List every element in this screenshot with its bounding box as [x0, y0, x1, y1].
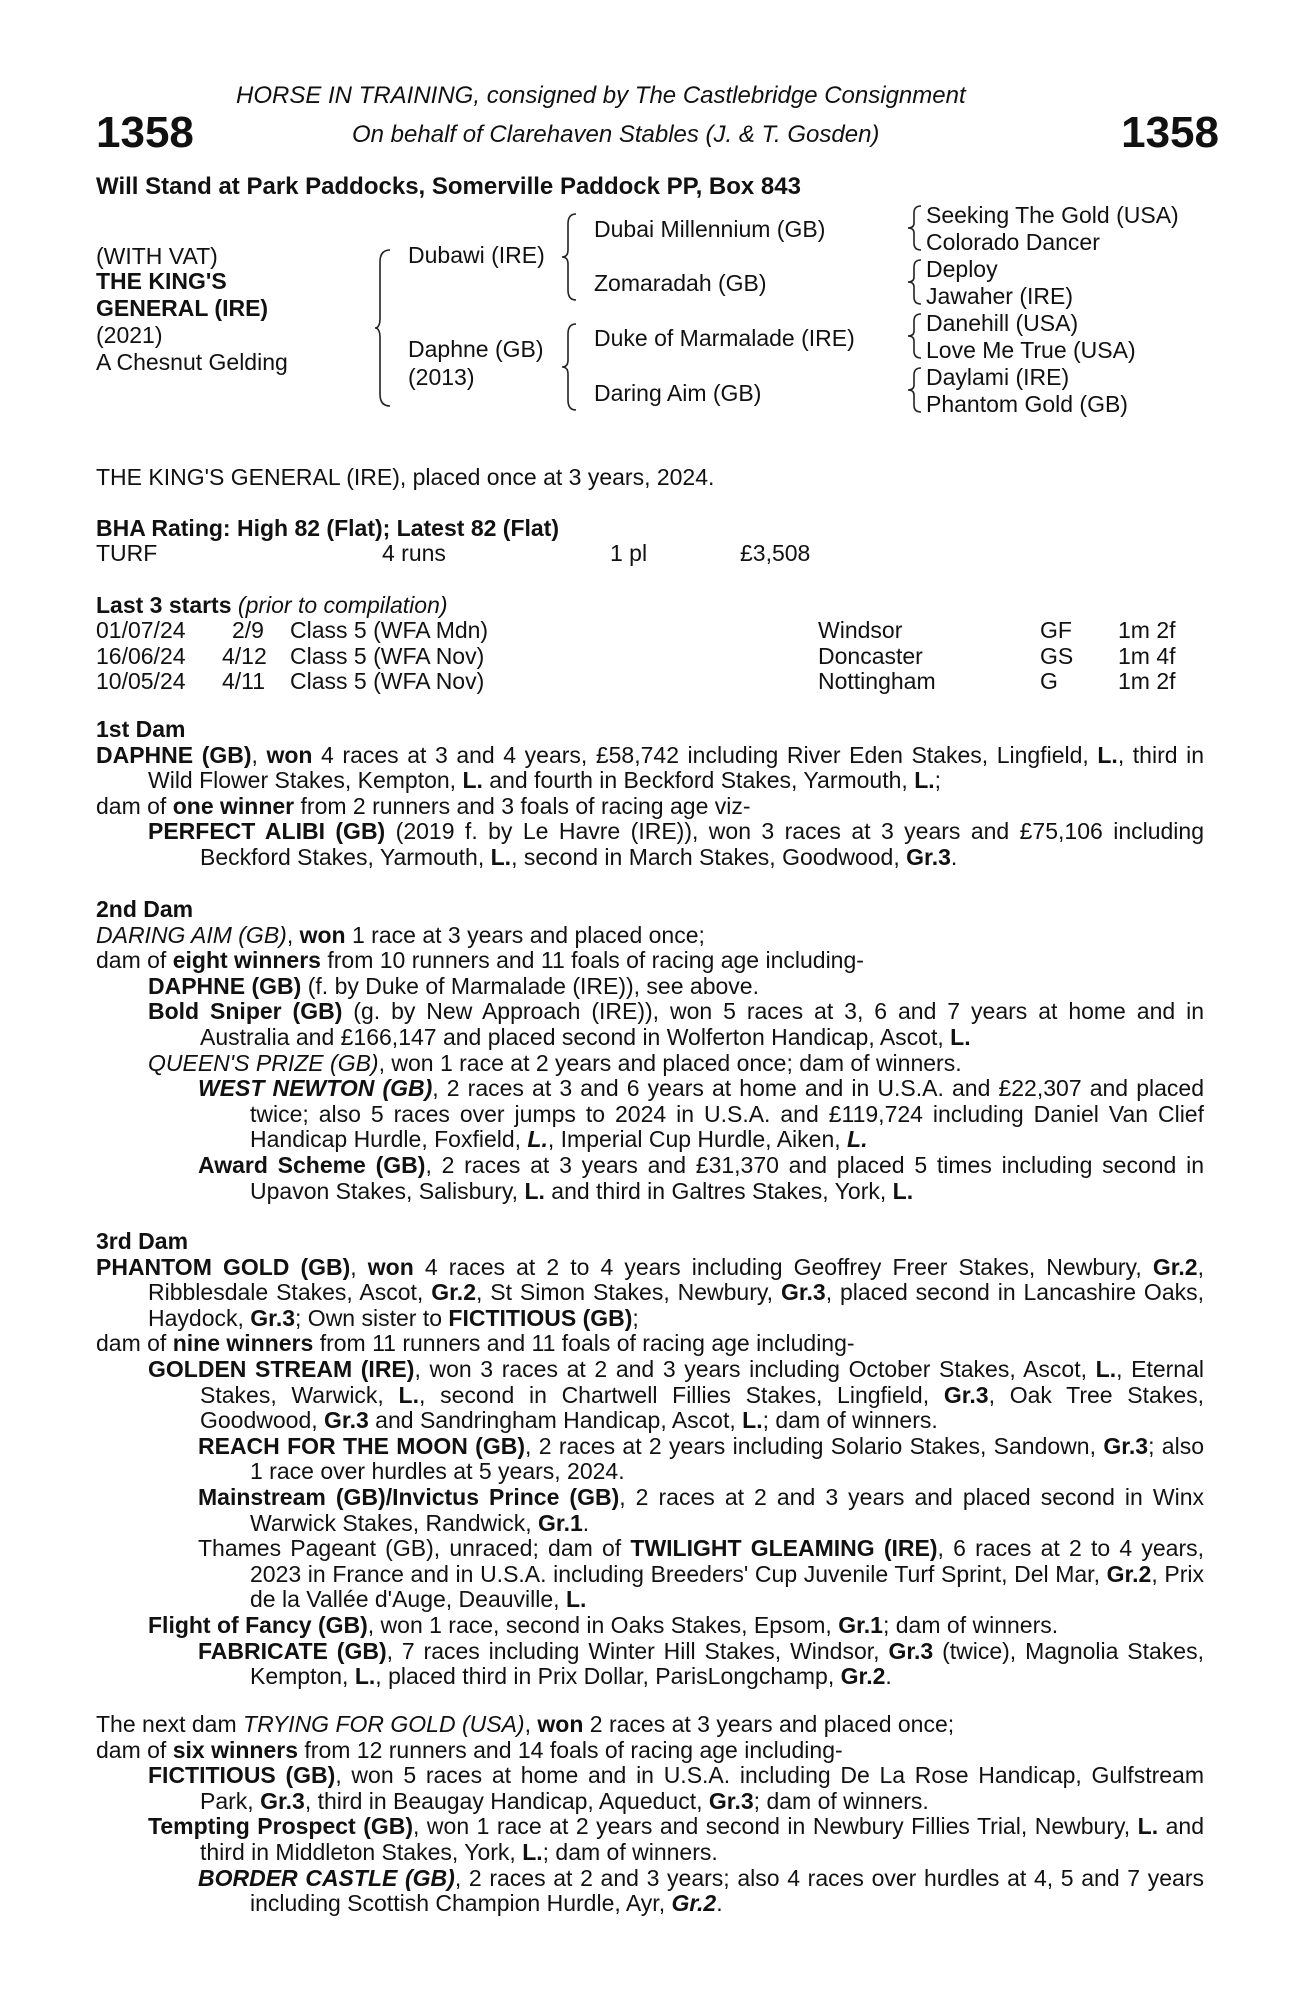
dam: Daphne (GB): [408, 336, 544, 362]
dam-name: TRYING FOR GOLD (USA): [243, 1711, 525, 1737]
lot-number-right: 1358: [1121, 108, 1219, 157]
winners-count: nine winners: [172, 1330, 314, 1357]
horse-year: (2021): [96, 322, 163, 348]
dam-year: (2013): [408, 364, 475, 390]
listed-label: L.: [462, 767, 483, 794]
sire-brace: [560, 212, 580, 302]
sibling-name: FICTITIOUS (GB): [448, 1304, 633, 1331]
group-label: Gr.2: [840, 1663, 886, 1690]
record-text: ; dam of winners.: [753, 1787, 929, 1814]
group-label: Gr.3: [708, 1787, 754, 1814]
record-text: .: [582, 1509, 590, 1536]
record-text: , 2 races at 3 and 6 years at home and in U.S.A. and £22,307 and placed twice; also 5 races over jumps to 2024 in U.S.A. and £119,724 including Daniel Van Clief Handicap Hurdle, Foxfield,: [250, 1075, 1204, 1153]
listed-label: L.: [847, 1126, 868, 1153]
second-dam-record: [96, 923, 1204, 949]
sire-sire: Dubai Millennium (GB): [594, 216, 826, 242]
next-dam-produce: [96, 1738, 1204, 1764]
gg-6: Love Me True (USA): [926, 337, 1136, 363]
group-label: Gr.3: [780, 1279, 826, 1306]
start-pos: 2/9: [232, 617, 264, 643]
dam-name: PHANTOM GOLD (GB): [96, 1253, 351, 1280]
listed-label: L.: [742, 1407, 763, 1434]
produce-text: from 10 runners and 11 foals of racing age including-: [320, 947, 864, 974]
group-label: Gr.3: [906, 843, 951, 870]
third-dam-produce: [96, 1331, 1204, 1357]
group-label: Gr.3: [250, 1304, 296, 1331]
start-row: [96, 668, 186, 695]
record-text: , 2 races at 2 and 3 years and placed second in Winx Warwick Stakes, Randwick,: [250, 1483, 1204, 1536]
start-race: Class 5 (WFA Nov): [290, 643, 485, 669]
record-text: , 2 races at 3 years and £31,370 and placed 5 times including second in Upavon Stakes, Salisbury,: [250, 1151, 1204, 1204]
produce-text: from 12 runners and 14 foals of racing age including-: [298, 1736, 843, 1763]
record-text: , 2 races at 2 years including Solario Stakes, Sandown,: [525, 1432, 1104, 1459]
record-text: (twice), Magnolia Stakes, Kempton,: [250, 1637, 1204, 1690]
start-course: Windsor: [818, 617, 903, 643]
start-race: Class 5 (WFA Mdn): [290, 617, 489, 643]
record-text: , won 1 race at 2 years and placed once; dam of winners.: [378, 1049, 962, 1076]
first-dam-record: DAPHNE (GB), won 4 races at 3 and 4 years, £58,742 including River Eden Stakes, Lingfield, L., third in Wild Flower Stakes, Kempton, L. and fourth in Beckford Stakes, Yarmouth, L.;: [96, 741, 1204, 794]
third-dam-heading: 3rd Dam: [96, 1228, 189, 1254]
progeny-entry: [198, 1076, 1204, 1153]
summary: THE KING'S GENERAL (IRE), placed once at 3 years, 2024.: [96, 464, 715, 490]
won-label: won: [299, 921, 346, 948]
rating-earnings: £3,508: [740, 540, 811, 566]
record-text: (2019 f. by Le Havre (IRE)), won 3 races at 3 years and £75,106 including Beckford Stakes, Yarmouth,: [200, 818, 1205, 870]
rating-runs: 4 runs: [382, 540, 446, 566]
listed-label: L.: [522, 1838, 543, 1865]
consignment-line: HORSE IN TRAINING, consigned by The Castlebridge Consignment: [236, 82, 966, 109]
record-text: and Sandringham Handicap, Ascot,: [368, 1407, 743, 1434]
record-text: , placed third in Prix Dollar, ParisLongchamp,: [375, 1663, 841, 1690]
progeny-name: Flight of Fancy (GB): [148, 1611, 368, 1638]
produce-text: dam of: [96, 792, 173, 819]
record-text: , won 1 race at 2 years and second in Newbury Fillies Trial, Newbury,: [413, 1813, 1138, 1840]
listed-label: L.: [914, 767, 935, 794]
record-text: ,: [350, 1253, 368, 1280]
on-behalf-line: On behalf of Clarehaven Stables (J. & T. Gosden): [352, 121, 880, 148]
group-label: Gr.1: [838, 1611, 883, 1638]
progeny-name: TWILIGHT GLEAMING (IRE): [630, 1535, 938, 1562]
second-dam-section: [96, 897, 1204, 1204]
last-starts-heading-row: [96, 592, 448, 619]
progeny-name: Award Scheme (GB): [198, 1151, 426, 1178]
record-text: ; dam of winners.: [542, 1838, 718, 1865]
produce-text: dam of: [96, 1330, 173, 1357]
winners-count: six winners: [172, 1736, 298, 1763]
dam-name: DARING AIM (GB): [96, 921, 287, 948]
gg-1: Seeking The Gold (USA): [926, 202, 1179, 228]
first-dam-produce: [96, 794, 1204, 820]
record-text: Thames Pageant (GB), unraced; dam of: [198, 1535, 631, 1562]
rating-placed: 1 pl: [610, 540, 648, 566]
record-text: ,: [524, 1711, 538, 1737]
dam-sire: Duke of Marmalade (IRE): [594, 325, 855, 351]
listed-label: L.: [527, 1126, 548, 1153]
record-text: , second in March Stakes, Goodwood,: [511, 843, 907, 870]
produce-text: from 2 runners and 3 foals of racing age viz-: [294, 792, 751, 819]
progeny-entry: [198, 1536, 1204, 1613]
record-text: and fourth in Beckford Stakes, Yarmouth,: [482, 767, 915, 794]
record-text: and third in Galtres Stakes, York,: [544, 1177, 893, 1204]
progeny-entry: [198, 1434, 1204, 1485]
record-text: , 7 races including Winter Hill Stakes, Windsor,: [386, 1637, 889, 1664]
record-text: 4 races at 3 and 4 years, £58,742 including River Eden Stakes, Lingfield,: [312, 741, 1098, 768]
record-text: 2 races at 3 years and placed once;: [583, 1711, 955, 1737]
dam-dam: Daring Aim (GB): [594, 380, 762, 406]
group-label: Gr.3: [324, 1407, 369, 1434]
record-text: (f. by Duke of Marmalade (IRE)), see above.: [301, 972, 759, 999]
record-text: The next dam: [96, 1711, 244, 1737]
record-text: ; Own sister to: [295, 1304, 449, 1331]
group-label: Gr.3: [1103, 1432, 1149, 1459]
record-text: , placed second in Lancashire Oaks, Haydock,: [148, 1279, 1205, 1331]
progeny-entry: [198, 1639, 1204, 1690]
listed-label: L.: [1095, 1355, 1117, 1382]
listed-label: L.: [565, 1586, 587, 1613]
record-text: , won 5 races at home and in U.S.A. including De La Rose Handicap, Gulfstream Park,: [200, 1762, 1204, 1814]
progeny-name: WEST NEWTON (GB): [198, 1075, 433, 1102]
progeny-name: Bold Sniper (GB): [148, 998, 343, 1025]
record-text: , St Simon Stakes, Newbury,: [476, 1279, 781, 1306]
progeny-entry: [148, 999, 1204, 1050]
record-text: ; also 1 race over hurdles at 5 years, 2024.: [250, 1432, 1204, 1485]
start-row: [96, 643, 186, 670]
sire-dam: Zomaradah (GB): [594, 270, 767, 296]
listed-label: L.: [524, 1177, 545, 1204]
record-text: , second in Chartwell Fillies Stakes, Lingfield,: [419, 1381, 944, 1408]
progeny-entry: [198, 1866, 1204, 1917]
progeny-name: FABRICATE (GB): [198, 1637, 387, 1664]
dam-brace: [560, 322, 580, 412]
progeny-name: FICTITIOUS (GB): [148, 1762, 336, 1789]
progeny-name: GOLDEN STREAM (IRE): [148, 1355, 415, 1382]
progeny-name: Tempting Prospect (GB): [148, 1813, 414, 1840]
won-label: won: [537, 1711, 584, 1737]
progeny-entry: [148, 1051, 1204, 1077]
progeny-entry: [148, 1357, 1204, 1434]
first-dam-heading: 1st Dam: [96, 716, 186, 742]
progeny-name: BORDER CASTLE (GB): [198, 1864, 455, 1891]
record-text: , third in Wild Flower Stakes, Kempton,: [148, 741, 1204, 794]
progeny-name: DAPHNE (GB): [148, 972, 302, 999]
start-pos: 4/12: [222, 643, 267, 669]
progeny-name: PERFECT ALIBI (GB): [148, 818, 386, 845]
next-dam-section: [96, 1712, 1204, 1917]
listed-label: L.: [1137, 1813, 1159, 1840]
start-going: G: [1040, 668, 1058, 694]
record-text: 4 races at 2 to 4 years including Geoffrey Freer Stakes, Newbury,: [413, 1253, 1153, 1280]
group-label: Gr.3: [260, 1787, 305, 1814]
start-date: 16/06/24: [96, 643, 186, 669]
third-dam-section: [96, 1229, 1204, 1690]
group-label: Gr.2: [671, 1890, 717, 1917]
record-text: , Oak Tree Stakes, Goodwood,: [200, 1381, 1205, 1434]
start-course: Nottingham: [818, 668, 936, 694]
record-text: ;: [934, 767, 942, 794]
start-race: Class 5 (WFA Nov): [290, 668, 485, 694]
third-dam-record: [96, 1255, 1204, 1332]
record-text: , won 1 race, second in Oaks Stakes, Epsom,: [367, 1611, 839, 1638]
horse-description: A Chesnut Gelding: [96, 349, 288, 375]
record-text: .: [716, 1890, 723, 1917]
gg-5: Danehill (USA): [926, 310, 1079, 336]
record-text: ,: [286, 921, 300, 948]
dam-name: DAPHNE (GB): [96, 741, 252, 768]
start-dist: 1m 4f: [1118, 643, 1176, 669]
record-text: , Imperial Cup Hurdle, Aiken,: [547, 1126, 848, 1153]
winners-count: one winner: [172, 792, 295, 819]
progeny-entry: [148, 1763, 1204, 1814]
g-brace-2: [905, 258, 925, 308]
last-starts-heading: Last 3 starts: [96, 592, 232, 618]
group-label: Gr.3: [888, 1637, 934, 1664]
gg-2: Colorado Dancer: [926, 229, 1100, 255]
produce-text: dam of: [96, 1736, 173, 1763]
record-text: , won 3 races at 2 and 3 years including October Stakes, Ascot,: [414, 1355, 1096, 1382]
progeny-name: Mainstream (GB)/Invictus Prince (GB): [198, 1483, 620, 1510]
rating-heading: BHA Rating: High 82 (Flat); Latest 82 (Flat): [96, 515, 559, 541]
gg-8: Phantom Gold (GB): [926, 391, 1128, 417]
won-label: won: [266, 741, 313, 768]
progeny-entry: [148, 974, 1204, 1000]
record-text: , 6 races at 2 to 4 years, 2023 in France and in U.S.A. including Breeders' Cup Juvenile Turf Sprint, Del Mar,: [250, 1535, 1205, 1587]
record-text: ; dam of winners.: [882, 1611, 1059, 1638]
start-course: Doncaster: [818, 643, 923, 669]
progeny-entry: [198, 1153, 1204, 1204]
g-brace-3: [905, 312, 925, 362]
main-brace: [374, 248, 394, 408]
group-label: Gr.1: [538, 1509, 583, 1536]
gg-3: Deploy: [926, 256, 998, 282]
next-dam-record: [96, 1712, 1204, 1738]
horse-name-line1: THE KING'S: [96, 268, 227, 294]
lot-number-left: 1358: [96, 108, 194, 157]
group-label: Gr.2: [1152, 1253, 1198, 1280]
record-text: , third in Beaugay Handicap, Aqueduct,: [304, 1787, 709, 1814]
listed-label: L.: [354, 1663, 376, 1690]
record-text: , Prix de la Vallée d'Auge, Deauville,: [250, 1560, 1204, 1613]
record-text: 1 race at 3 years and placed once;: [345, 921, 705, 948]
first-dam-section: [96, 717, 1204, 871]
group-label: Gr.3: [943, 1381, 989, 1408]
gg-4: Jawaher (IRE): [926, 283, 1073, 309]
record-text: (g. by New Approach (IRE)), won 5 races at 3, 6 and 7 years at home and in Australia and £166,147 and placed second in Wolferton Handicap, Ascot,: [200, 998, 1204, 1050]
progeny-entry: [148, 1613, 1204, 1639]
second-dam-produce: [96, 948, 1204, 974]
g-brace-1: [905, 204, 925, 254]
start-date: 01/07/24: [96, 617, 186, 643]
record-text: , Eternal Stakes, Warwick,: [200, 1355, 1204, 1408]
listed-label: L.: [1097, 741, 1118, 768]
second-dam-heading: 2nd Dam: [96, 896, 194, 922]
progeny-name: REACH FOR THE MOON (GB): [198, 1432, 526, 1459]
record-text: .: [950, 843, 958, 870]
winners-count: eight winners: [172, 947, 321, 974]
produce-text: from 11 runners and 11 foals of racing age including-: [313, 1330, 855, 1357]
start-going: GS: [1040, 643, 1074, 669]
group-label: Gr.2: [1106, 1560, 1152, 1587]
group-label: Gr.2: [431, 1279, 476, 1306]
start-dist: 1m 2f: [1118, 617, 1176, 643]
produce-text: dam of: [96, 947, 173, 974]
horse-name-line2: GENERAL (IRE): [96, 295, 269, 321]
record-text: ; dam of winners.: [762, 1407, 938, 1434]
last-starts-note: (prior to compilation): [237, 592, 448, 618]
progeny-entry: [148, 819, 1204, 870]
progeny-entry: [148, 1814, 1204, 1865]
vat-label: (WITH VAT): [96, 243, 218, 269]
g-brace-4: [905, 366, 925, 416]
record-text: , 2 races at 2 and 3 years; also 4 races over hurdles at 4, 5 and 7 years including Scottish Champion Hurdle, Ayr,: [250, 1864, 1204, 1917]
progeny-name: QUEEN'S PRIZE (GB): [148, 1049, 379, 1076]
start-pos: 4/11: [222, 668, 266, 694]
sire: Dubawi (IRE): [408, 242, 545, 268]
listed-label: L.: [398, 1381, 419, 1408]
record-text: , Ribblesdale Stakes, Ascot,: [148, 1253, 1204, 1306]
rating-surface: TURF: [96, 540, 158, 566]
listed-label: L.: [950, 1023, 971, 1050]
gg-7: Daylami (IRE): [926, 364, 1070, 390]
start-dist: 1m 2f: [1118, 668, 1176, 694]
record-text: and third in Middleton Stakes, York,: [200, 1813, 1205, 1865]
location-line: Will Stand at Park Paddocks, Somerville Paddock PP, Box 843: [96, 173, 801, 200]
won-label: won: [367, 1253, 414, 1280]
record-text: ;: [632, 1304, 639, 1331]
listed-label: L.: [892, 1177, 914, 1204]
start-date: 10/05/24: [96, 668, 186, 694]
start-row: [96, 617, 186, 644]
record-text: .: [885, 1663, 892, 1690]
start-going: GF: [1040, 617, 1072, 643]
progeny-entry: [198, 1485, 1204, 1536]
listed-label: L.: [490, 843, 512, 870]
